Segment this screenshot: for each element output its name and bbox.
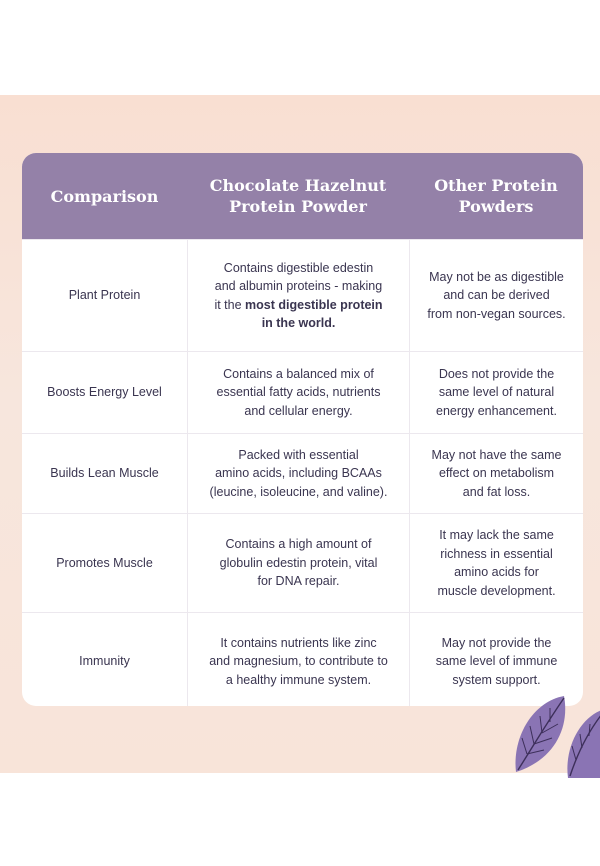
other-line: It may lack the same	[439, 528, 554, 542]
other-line: May not have the same	[431, 447, 562, 462]
header-comparison-line: Comparison	[50, 186, 159, 206]
other-line: Does not provide the	[438, 366, 555, 381]
other-cell	[409, 514, 583, 612]
product-line: Contains a balanced mix of	[223, 366, 374, 381]
product-line: globulin edestin protein, vital	[219, 555, 378, 570]
feature-cell: Boosts Energy Level	[47, 385, 162, 400]
other-cell	[409, 352, 583, 433]
header-other	[409, 153, 583, 239]
product-line: and cellular energy.	[244, 403, 353, 418]
other-line: system support.	[452, 672, 541, 687]
header-product	[187, 153, 409, 239]
product-line: Contains a high amount of	[225, 537, 372, 552]
product-line: Contains digestible edestin	[223, 260, 374, 275]
product-line-emphasis	[214, 296, 382, 315]
other-line: May not be as digestible	[429, 269, 564, 284]
other-line: from non-vegan sources.	[427, 306, 566, 321]
product-cell	[187, 434, 409, 513]
table-header	[22, 153, 583, 239]
table-row	[22, 239, 583, 351]
product-line: (leucine, isoleucine, and valine).	[209, 484, 388, 499]
other-line: May not provide the	[441, 635, 552, 650]
header-comparison	[22, 153, 187, 239]
table-row	[22, 612, 583, 706]
other-line: energy enhancement.	[436, 403, 557, 418]
product-line: for DNA repair.	[257, 574, 340, 589]
product-line: and albumin proteins - making	[214, 279, 383, 293]
feature-cell: Immunity	[79, 654, 130, 669]
product-bold-text: in the world.	[261, 316, 336, 330]
other-cell	[409, 434, 583, 513]
header-product-line: Chocolate Hazelnut	[209, 176, 387, 195]
product-line: essential fatty acids, nutrients	[216, 385, 381, 400]
other-line: amino acids for	[454, 565, 539, 579]
product-line: amino acids, including BCAAs	[215, 466, 382, 481]
other-line: richness in essential	[440, 546, 553, 561]
product-line: and magnesium, to contribute to	[209, 654, 388, 669]
other-line: effect on metabolism	[438, 466, 555, 481]
other-line: same level of natural	[438, 385, 555, 400]
feature-cell: Builds Lean Muscle	[50, 466, 159, 481]
header-product-line: Protein Powder	[229, 197, 367, 216]
header-other-line: Other Protein	[434, 176, 558, 195]
table-row	[22, 513, 583, 612]
product-cell	[187, 613, 409, 706]
other-line: same level of immune	[435, 654, 558, 669]
leaf-icon	[510, 688, 600, 778]
other-line: and can be derived	[443, 288, 550, 303]
table-row	[22, 433, 583, 513]
product-cell	[187, 240, 409, 351]
other-line: and fat loss.	[462, 484, 531, 499]
product-line: It contains nutrients like zinc	[220, 635, 377, 650]
feature-cell: Plant Protein	[68, 288, 141, 303]
product-cell	[187, 514, 409, 612]
comparison-table	[22, 153, 583, 706]
other-cell	[409, 240, 583, 351]
product-text: it the	[214, 297, 246, 312]
header-other-line: Powders	[458, 197, 534, 216]
product-line: Packed with essential	[238, 447, 359, 462]
feature-cell: Promotes Muscle	[56, 555, 153, 570]
product-cell	[187, 352, 409, 433]
product-bold-text: most digestible protein	[245, 297, 383, 312]
other-line: muscle development.	[437, 583, 556, 598]
table-row	[22, 351, 583, 433]
product-line: a healthy immune system.	[225, 672, 372, 687]
